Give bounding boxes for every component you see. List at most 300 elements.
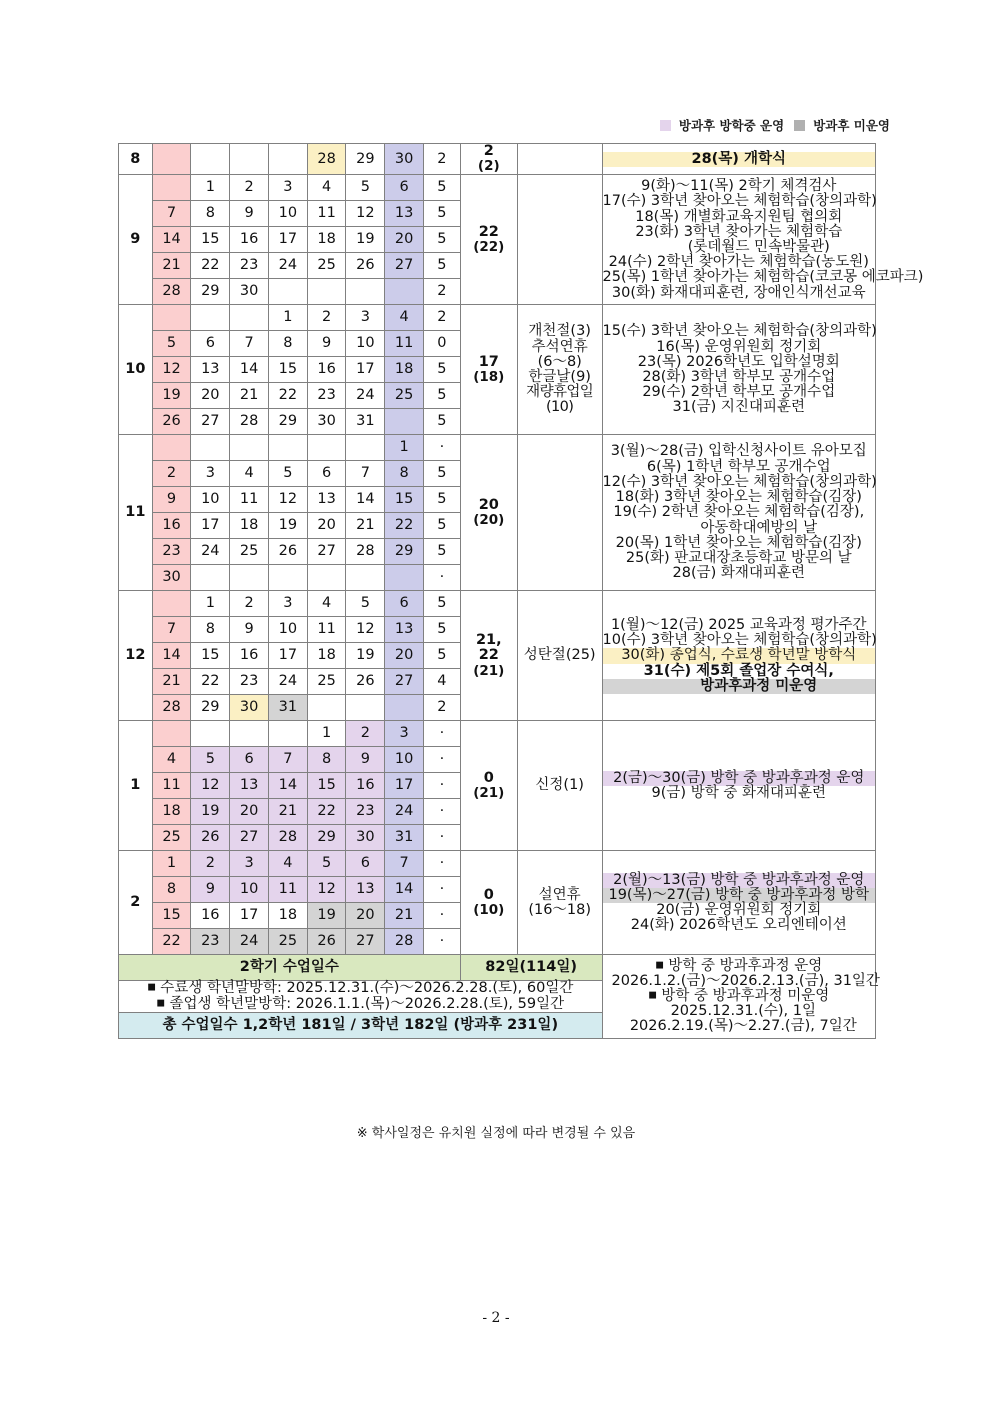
event-line bbox=[603, 370, 875, 385]
month-total-main: 0 bbox=[483, 886, 494, 903]
event-line bbox=[603, 873, 875, 888]
day-cell-10-7: 7 bbox=[230, 331, 269, 357]
event-text: 2(금)〜30(금) 방학 중 방과후과정 운영 bbox=[613, 769, 865, 786]
month-total-main: 21, bbox=[475, 632, 502, 649]
day-cell-2-24: 24 bbox=[230, 929, 269, 955]
week-class-count: · bbox=[424, 565, 461, 591]
day-cell-11-19: 19 bbox=[268, 513, 307, 539]
day-cell-1-28: 28 bbox=[268, 825, 307, 851]
day-cell-10-19: 19 bbox=[152, 383, 191, 409]
day-cell-10-9: 9 bbox=[307, 331, 346, 357]
day-cell-12-5: 5 bbox=[346, 591, 385, 617]
day-cell-empty bbox=[152, 144, 191, 175]
day-cell-8-29: 29 bbox=[346, 144, 385, 175]
week-class-count: · bbox=[424, 825, 461, 851]
day-cell-12-11: 11 bbox=[307, 617, 346, 643]
day-cell-1-14: 14 bbox=[268, 773, 307, 799]
day-cell-12-19: 19 bbox=[346, 643, 385, 669]
day-cell-12-25: 25 bbox=[307, 669, 346, 695]
bullet-icon: ■ bbox=[156, 997, 165, 1008]
day-cell-8-28: 28 bbox=[307, 144, 346, 175]
day-cell-9-5: 5 bbox=[346, 175, 385, 201]
event-line bbox=[603, 475, 875, 490]
event-text: 16(목) 운영위원회 정기회 bbox=[656, 338, 822, 355]
week-class-count: 2 bbox=[424, 695, 461, 721]
week-class-count: · bbox=[424, 747, 461, 773]
week-class-count: 5 bbox=[424, 383, 461, 409]
day-cell-empty bbox=[268, 435, 307, 461]
day-cell-2-17: 17 bbox=[230, 903, 269, 929]
day-cell-10-4: 4 bbox=[385, 305, 424, 331]
right-note-line: 2026.1.2.(금)〜2026.2.13.(금), 31일간 bbox=[611, 972, 880, 989]
legend-item-0 bbox=[660, 116, 784, 134]
month-total-main: 2 bbox=[483, 143, 494, 159]
event-text: 31(수) 제5회 졸업장 수여식, bbox=[643, 662, 834, 679]
day-cell-1-4: 4 bbox=[152, 747, 191, 773]
calendar-week-row bbox=[119, 851, 876, 877]
day-cell-empty bbox=[385, 565, 424, 591]
calendar-week-row bbox=[119, 721, 876, 747]
day-cell-2-9: 9 bbox=[191, 877, 230, 903]
event-text: 17(수) 3학년 찾아오는 체험학습(창의과학) bbox=[602, 193, 877, 210]
day-cell-10-22: 22 bbox=[268, 383, 307, 409]
day-cell-12-24: 24 bbox=[268, 669, 307, 695]
day-cell-9-8: 8 bbox=[191, 201, 230, 227]
holiday-line: 설연휴 bbox=[538, 886, 581, 903]
day-cell-empty bbox=[230, 721, 269, 747]
calendar-week-row bbox=[119, 305, 876, 331]
event-text: 18(화) 3학년 찾아오는 체험학습(김장) bbox=[615, 489, 862, 506]
right-note-line: 2025.12.31.(수), 1일 bbox=[670, 1003, 816, 1020]
semester-days-label: 2학기 수업일수 bbox=[119, 955, 461, 981]
event-text: 30(화) 종업식, 수료생 학년말 방학식 bbox=[621, 647, 857, 664]
day-cell-12-21: 21 bbox=[152, 669, 191, 695]
day-cell-10-31: 31 bbox=[346, 409, 385, 435]
month-total-main: 20 bbox=[478, 496, 499, 513]
day-cell-2-28: 28 bbox=[385, 929, 424, 955]
week-class-count: 5 bbox=[424, 409, 461, 435]
page-number: - 2 - bbox=[482, 1310, 510, 1326]
day-cell-9-7: 7 bbox=[152, 201, 191, 227]
day-cell-11-26: 26 bbox=[268, 539, 307, 565]
event-line bbox=[603, 536, 875, 551]
day-cell-12-23: 23 bbox=[230, 669, 269, 695]
day-cell-12-17: 17 bbox=[268, 643, 307, 669]
day-cell-empty bbox=[307, 279, 346, 305]
day-cell-12-7: 7 bbox=[152, 617, 191, 643]
event-line bbox=[603, 179, 875, 194]
day-cell-12-6: 6 bbox=[385, 591, 424, 617]
holiday-line: 추석연휴 bbox=[531, 338, 588, 355]
week-class-count: 5 bbox=[424, 513, 461, 539]
day-cell-9-13: 13 bbox=[385, 201, 424, 227]
event-text: 25(화) 판교대장초등학교 방문의 날 bbox=[625, 549, 852, 566]
month-total-sub: (21) bbox=[473, 784, 505, 801]
event-line bbox=[603, 888, 875, 903]
day-cell-2-27: 27 bbox=[346, 929, 385, 955]
day-cell-1-21: 21 bbox=[268, 799, 307, 825]
day-cell-12-28: 28 bbox=[152, 695, 191, 721]
day-cell-12-26: 26 bbox=[346, 669, 385, 695]
legend-swatch-afterschool-closed bbox=[794, 120, 805, 131]
month-total-sub: (2) bbox=[477, 158, 500, 175]
day-cell-empty bbox=[385, 695, 424, 721]
academic-calendar-table bbox=[118, 143, 924, 1039]
day-cell-1-11: 11 bbox=[152, 773, 191, 799]
event-line bbox=[603, 786, 875, 801]
legend-item-1 bbox=[794, 116, 890, 134]
day-cell-12-31: 31 bbox=[268, 695, 307, 721]
day-cell-empty bbox=[307, 435, 346, 461]
day-cell-empty bbox=[191, 305, 230, 331]
day-cell-10-5: 5 bbox=[152, 331, 191, 357]
day-cell-11-22: 22 bbox=[385, 513, 424, 539]
week-class-count: 5 bbox=[424, 643, 461, 669]
day-cell-empty bbox=[191, 721, 230, 747]
day-cell-10-10: 10 bbox=[346, 331, 385, 357]
week-class-count: · bbox=[424, 773, 461, 799]
month-total-9 bbox=[460, 175, 517, 305]
right-note-title: ■ 방학 중 방과후과정 운영 bbox=[655, 957, 823, 974]
calendar-week-row bbox=[119, 175, 876, 201]
day-cell-9-16: 16 bbox=[230, 227, 269, 253]
day-cell-2-4: 4 bbox=[268, 851, 307, 877]
day-cell-11-13: 13 bbox=[307, 487, 346, 513]
day-cell-9-27: 27 bbox=[385, 253, 424, 279]
month-total-2 bbox=[460, 851, 517, 955]
month-total-10 bbox=[460, 305, 517, 435]
day-cell-empty bbox=[152, 721, 191, 747]
day-cell-9-24: 24 bbox=[268, 253, 307, 279]
event-text: 2(월)〜13(금) 방학 중 방과후과정 운영 bbox=[613, 871, 865, 888]
event-text: 9(금) 방학 중 화재대피훈련 bbox=[651, 784, 826, 801]
day-cell-12-16: 16 bbox=[230, 643, 269, 669]
day-cell-empty bbox=[230, 144, 269, 175]
day-cell-12-14: 14 bbox=[152, 643, 191, 669]
event-line bbox=[603, 679, 875, 694]
day-cell-2-22: 22 bbox=[152, 929, 191, 955]
month-holidays-11 bbox=[517, 435, 602, 591]
day-cell-10-1: 1 bbox=[268, 305, 307, 331]
event-line bbox=[603, 340, 875, 355]
day-cell-2-7: 7 bbox=[385, 851, 424, 877]
week-class-count: 4 bbox=[424, 669, 461, 695]
day-cell-11-18: 18 bbox=[230, 513, 269, 539]
day-cell-1-18: 18 bbox=[152, 799, 191, 825]
event-text: 9(화)〜11(목) 2학기 체격검사 bbox=[641, 178, 837, 195]
day-cell-empty bbox=[307, 565, 346, 591]
day-cell-11-16: 16 bbox=[152, 513, 191, 539]
day-cell-empty bbox=[268, 721, 307, 747]
event-line bbox=[603, 521, 875, 536]
event-text: 15(수) 3학년 찾아오는 체험학습(창의과학) bbox=[602, 323, 877, 340]
month-label-12: 12 bbox=[119, 591, 153, 721]
day-cell-11-25: 25 bbox=[230, 539, 269, 565]
vacation-notes bbox=[119, 981, 603, 1012]
right-notes-block bbox=[602, 955, 880, 1038]
day-cell-empty bbox=[152, 305, 191, 331]
day-cell-9-14: 14 bbox=[152, 227, 191, 253]
month-events-10 bbox=[602, 305, 875, 435]
month-total-sub: (10) bbox=[473, 901, 505, 918]
day-cell-empty bbox=[268, 144, 307, 175]
day-cell-1-2: 2 bbox=[346, 721, 385, 747]
day-cell-9-17: 17 bbox=[268, 227, 307, 253]
day-cell-1-7: 7 bbox=[268, 747, 307, 773]
day-cell-10-27: 27 bbox=[191, 409, 230, 435]
day-cell-10-11: 11 bbox=[385, 331, 424, 357]
day-cell-2-12: 12 bbox=[307, 877, 346, 903]
day-cell-2-6: 6 bbox=[346, 851, 385, 877]
week-class-count: · bbox=[424, 851, 461, 877]
day-cell-12-29: 29 bbox=[191, 695, 230, 721]
event-line bbox=[603, 194, 875, 209]
day-cell-empty bbox=[307, 695, 346, 721]
day-cell-2-19: 19 bbox=[307, 903, 346, 929]
event-line bbox=[603, 286, 875, 301]
legend bbox=[560, 116, 890, 134]
bullet-icon: ■ bbox=[648, 990, 657, 1001]
month-holidays-2 bbox=[517, 851, 602, 955]
day-cell-9-10: 10 bbox=[268, 201, 307, 227]
day-cell-1-23: 23 bbox=[346, 799, 385, 825]
day-cell-9-6: 6 bbox=[385, 175, 424, 201]
event-text: 29(수) 2학년 학부모 공개수업 bbox=[642, 384, 836, 401]
calendar-week-row bbox=[119, 435, 876, 461]
holiday-line: 개천절(3) bbox=[528, 323, 591, 340]
month-label-2: 2 bbox=[119, 851, 153, 955]
day-cell-11-11: 11 bbox=[230, 487, 269, 513]
event-line bbox=[603, 903, 875, 918]
day-cell-empty bbox=[230, 565, 269, 591]
day-cell-12-13: 13 bbox=[385, 617, 424, 643]
day-cell-1-12: 12 bbox=[191, 773, 230, 799]
day-cell-1-3: 3 bbox=[385, 721, 424, 747]
month-total-12 bbox=[460, 591, 517, 721]
day-cell-9-19: 19 bbox=[346, 227, 385, 253]
day-cell-12-18: 18 bbox=[307, 643, 346, 669]
week-class-count: 2 bbox=[424, 144, 461, 175]
right-note-line: 2026.2.19.(목)〜2.27.(금), 7일간 bbox=[629, 1018, 857, 1035]
day-cell-10-29: 29 bbox=[268, 409, 307, 435]
day-cell-10-6: 6 bbox=[191, 331, 230, 357]
holiday-line: 재량휴업일(10) bbox=[526, 384, 594, 416]
day-cell-2-14: 14 bbox=[385, 877, 424, 903]
month-holidays-8 bbox=[517, 144, 602, 175]
day-cell-empty bbox=[230, 305, 269, 331]
week-class-count: 5 bbox=[424, 539, 461, 565]
event-line bbox=[603, 551, 875, 566]
event-text: 28(금) 화재대피훈련 bbox=[672, 565, 805, 582]
day-cell-9-30: 30 bbox=[230, 279, 269, 305]
week-class-count: · bbox=[424, 929, 461, 955]
month-total-11 bbox=[460, 435, 517, 591]
day-cell-1-10: 10 bbox=[385, 747, 424, 773]
day-cell-12-22: 22 bbox=[191, 669, 230, 695]
day-cell-12-1: 1 bbox=[191, 591, 230, 617]
month-total-sub: (18) bbox=[473, 368, 505, 385]
event-line bbox=[603, 648, 875, 663]
event-text: 1(월)〜12(금) 2025 교육과정 평가주간 bbox=[610, 616, 867, 633]
day-cell-2-2: 2 bbox=[191, 851, 230, 877]
calendar-week-row bbox=[119, 144, 876, 175]
event-line bbox=[602, 269, 924, 286]
bullet-icon: ■ bbox=[147, 982, 156, 993]
month-holidays-12 bbox=[517, 591, 602, 721]
day-cell-9-22: 22 bbox=[191, 253, 230, 279]
day-cell-1-25: 25 bbox=[152, 825, 191, 851]
day-cell-2-21: 21 bbox=[385, 903, 424, 929]
day-cell-11-3: 3 bbox=[191, 461, 230, 487]
event-text: 23(목) 2026학년도 입학설명회 bbox=[637, 353, 840, 370]
day-cell-9-4: 4 bbox=[307, 175, 346, 201]
event-text: 3(월)〜28(금) 입학신청사이트 유아모집 bbox=[610, 443, 867, 460]
event-line bbox=[603, 324, 875, 339]
month-total-sub: (22) bbox=[473, 238, 505, 255]
month-holidays-9 bbox=[517, 175, 602, 305]
event-line bbox=[603, 460, 875, 475]
day-cell-11-14: 14 bbox=[346, 487, 385, 513]
day-cell-10-8: 8 bbox=[268, 331, 307, 357]
event-text: (롯데월드 민속박물관) bbox=[687, 238, 830, 255]
day-cell-empty bbox=[346, 279, 385, 305]
day-cell-10-23: 23 bbox=[307, 383, 346, 409]
day-cell-12-8: 8 bbox=[191, 617, 230, 643]
event-line bbox=[603, 225, 875, 240]
day-cell-12-9: 9 bbox=[230, 617, 269, 643]
month-events-2 bbox=[602, 851, 875, 955]
week-class-count: · bbox=[424, 799, 461, 825]
event-text: 아동학대예방의 날 bbox=[700, 519, 818, 536]
day-cell-empty bbox=[268, 565, 307, 591]
event-line bbox=[603, 400, 875, 415]
day-cell-11-2: 2 bbox=[152, 461, 191, 487]
day-cell-10-25: 25 bbox=[385, 383, 424, 409]
day-cell-empty bbox=[346, 565, 385, 591]
day-cell-1-31: 31 bbox=[385, 825, 424, 851]
day-cell-2-25: 25 bbox=[268, 929, 307, 955]
week-class-count: · bbox=[424, 877, 461, 903]
day-cell-10-24: 24 bbox=[346, 383, 385, 409]
day-cell-8-30: 30 bbox=[385, 144, 424, 175]
week-class-count: 5 bbox=[424, 357, 461, 383]
month-total-8 bbox=[460, 144, 517, 175]
right-note-title: ■ 방학 중 방과후과정 미운영 bbox=[648, 988, 830, 1005]
day-cell-empty bbox=[152, 175, 191, 201]
day-cell-12-15: 15 bbox=[191, 643, 230, 669]
day-cell-empty bbox=[385, 409, 424, 435]
holiday-line: (6〜8) bbox=[537, 353, 582, 370]
month-label-1: 1 bbox=[119, 721, 153, 851]
week-class-count: 5 bbox=[424, 227, 461, 253]
event-text: 28(화) 3학년 학부모 공개수업 bbox=[642, 368, 836, 385]
day-cell-10-15: 15 bbox=[268, 357, 307, 383]
day-cell-2-20: 20 bbox=[346, 903, 385, 929]
day-cell-10-26: 26 bbox=[152, 409, 191, 435]
day-cell-10-17: 17 bbox=[346, 357, 385, 383]
day-cell-2-15: 15 bbox=[152, 903, 191, 929]
month-events-1 bbox=[602, 721, 875, 851]
day-cell-1-26: 26 bbox=[191, 825, 230, 851]
event-text: 19(목)〜27(금) 방학 중 방과후과정 방학 bbox=[608, 886, 870, 903]
week-class-count: · bbox=[424, 435, 461, 461]
day-cell-11-4: 4 bbox=[230, 461, 269, 487]
day-cell-9-9: 9 bbox=[230, 201, 269, 227]
summary-row-semester bbox=[119, 955, 876, 981]
event-line bbox=[603, 210, 875, 225]
day-cell-9-12: 12 bbox=[346, 201, 385, 227]
day-cell-12-27: 27 bbox=[385, 669, 424, 695]
day-cell-9-2: 2 bbox=[230, 175, 269, 201]
day-cell-11-30: 30 bbox=[152, 565, 191, 591]
day-cell-10-16: 16 bbox=[307, 357, 346, 383]
day-cell-11-21: 21 bbox=[346, 513, 385, 539]
month-holidays-1 bbox=[517, 721, 602, 851]
day-cell-11-17: 17 bbox=[191, 513, 230, 539]
week-class-count: 5 bbox=[424, 461, 461, 487]
footnote: ※ 학사일정은 유치원 실정에 따라 변경될 수 있음 bbox=[356, 1126, 636, 1141]
event-text: 25(목) 1학년 찾아가는 체험학습(코코몽 에코파크) bbox=[602, 269, 924, 286]
day-cell-1-17: 17 bbox=[385, 773, 424, 799]
day-cell-10-30: 30 bbox=[307, 409, 346, 435]
day-cell-11-6: 6 bbox=[307, 461, 346, 487]
event-text: 28(목) 개학식 bbox=[691, 150, 787, 167]
day-cell-2-18: 18 bbox=[268, 903, 307, 929]
day-cell-10-20: 20 bbox=[191, 383, 230, 409]
month-events-12 bbox=[602, 591, 875, 721]
day-cell-12-20: 20 bbox=[385, 643, 424, 669]
event-line bbox=[603, 618, 875, 633]
semester-days-value: 82일(114일) bbox=[460, 955, 602, 981]
day-cell-empty bbox=[268, 279, 307, 305]
day-cell-9-1: 1 bbox=[191, 175, 230, 201]
event-text: 24(화) 2026학년도 오리엔테이션 bbox=[630, 917, 847, 934]
day-cell-9-23: 23 bbox=[230, 253, 269, 279]
day-cell-9-11: 11 bbox=[307, 201, 346, 227]
day-cell-12-12: 12 bbox=[346, 617, 385, 643]
month-label-8: 8 bbox=[119, 144, 153, 175]
day-cell-2-8: 8 bbox=[152, 877, 191, 903]
day-cell-9-3: 3 bbox=[268, 175, 307, 201]
month-total-main: 17 bbox=[478, 353, 499, 370]
week-class-count: 2 bbox=[424, 305, 461, 331]
day-cell-10-3: 3 bbox=[346, 305, 385, 331]
day-cell-9-21: 21 bbox=[152, 253, 191, 279]
day-cell-10-28: 28 bbox=[230, 409, 269, 435]
day-cell-empty bbox=[152, 435, 191, 461]
day-cell-2-1: 1 bbox=[152, 851, 191, 877]
month-events-8 bbox=[602, 144, 875, 175]
week-class-count: 2 bbox=[424, 279, 461, 305]
week-class-count: · bbox=[424, 721, 461, 747]
day-cell-empty bbox=[346, 695, 385, 721]
week-class-count: 5 bbox=[424, 201, 461, 227]
event-text: 20(목) 1학년 찾아오는 체험학습(김장) bbox=[615, 534, 862, 551]
day-cell-9-29: 29 bbox=[191, 279, 230, 305]
month-label-9: 9 bbox=[119, 175, 153, 305]
day-cell-9-18: 18 bbox=[307, 227, 346, 253]
day-cell-11-5: 5 bbox=[268, 461, 307, 487]
day-cell-12-10: 10 bbox=[268, 617, 307, 643]
day-cell-empty bbox=[346, 435, 385, 461]
day-cell-1-15: 15 bbox=[307, 773, 346, 799]
day-cell-11-20: 20 bbox=[307, 513, 346, 539]
day-cell-11-24: 24 bbox=[191, 539, 230, 565]
month-total-sub: (21) bbox=[473, 662, 505, 679]
day-cell-11-10: 10 bbox=[191, 487, 230, 513]
month-total-sub: (20) bbox=[473, 511, 505, 528]
day-cell-2-13: 13 bbox=[346, 877, 385, 903]
